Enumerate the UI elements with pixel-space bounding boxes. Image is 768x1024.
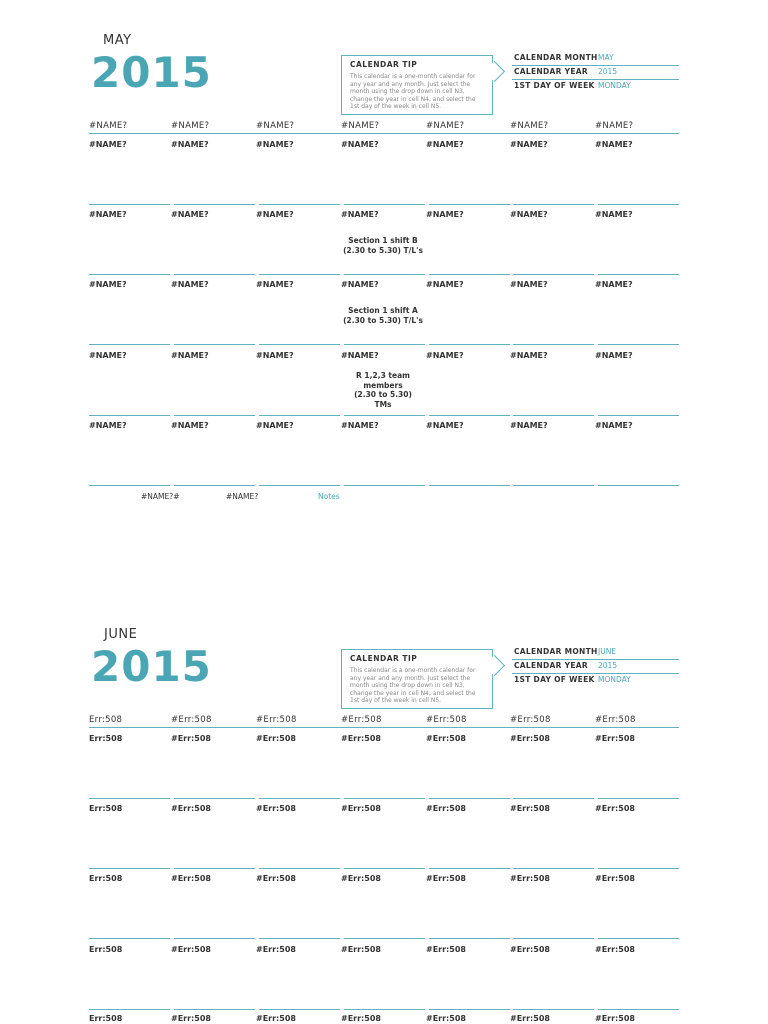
weekday-header: #Err:508 [341, 715, 382, 725]
cell-underline [89, 1009, 170, 1010]
cell-underline [89, 344, 170, 345]
setting-row-year [512, 660, 679, 674]
setting-row-first-day [512, 674, 679, 687]
tip-title: CALENDAR TIP [350, 60, 418, 69]
year-label: 2015 [91, 48, 212, 97]
day-cell[interactable]: #Err:508 [256, 874, 296, 883]
day-cell[interactable]: #NAME? [341, 421, 379, 430]
day-note: R 1,2,3 team members (2.30 to 5.30) TMs [354, 371, 412, 409]
cell-underline [429, 1009, 510, 1010]
day-cell[interactable]: #Err:508 [171, 945, 211, 954]
day-cell[interactable]: #Err:508 [171, 804, 211, 813]
cell-underline [344, 938, 425, 939]
first-day-select[interactable]: MONDAY [598, 675, 631, 684]
tip-body: This calendar is a one-month calendar for any year and any month. Just select the month using the drop down in cell N3, change the year in cell N4, and select the 1st day of the week in cell N5. [350, 667, 476, 704]
cell-underline [513, 415, 594, 416]
day-cell[interactable]: #Err:508 [426, 734, 466, 743]
setting-row-month [512, 52, 679, 66]
day-cell[interactable]: #NAME? [426, 280, 464, 289]
year-label: 2015 [91, 642, 212, 691]
cell-underline [598, 798, 679, 799]
day-cell[interactable]: #NAME? [171, 210, 209, 219]
setting-label: 1ST DAY OF WEEK [514, 81, 595, 90]
day-cell[interactable]: #NAME? [89, 280, 127, 289]
day-cell[interactable]: #Err:508 [595, 874, 635, 883]
day-cell[interactable]: Err:508 [89, 874, 123, 883]
cell-underline [259, 415, 340, 416]
day-cell[interactable]: #NAME? [256, 280, 294, 289]
day-cell[interactable]: #Err:508 [426, 874, 466, 883]
cell-underline [174, 415, 255, 416]
cell-underline [598, 485, 679, 486]
cell-underline [89, 204, 170, 205]
cell-underline [344, 868, 425, 869]
day-cell[interactable]: #NAME? [595, 280, 633, 289]
day-cell[interactable]: #Err:508 [171, 734, 211, 743]
day-cell[interactable]: Err:508 [89, 945, 123, 954]
weekday-header: #NAME? [256, 121, 295, 131]
day-cell[interactable]: #NAME? [510, 280, 548, 289]
header-divider [89, 133, 679, 134]
day-cell[interactable]: #NAME? [341, 351, 379, 360]
day-cell[interactable]: #NAME? [171, 351, 209, 360]
cell-underline [259, 868, 340, 869]
cell-underline [89, 485, 170, 486]
cell-underline [344, 344, 425, 345]
day-cell[interactable]: #Err:508 [510, 1014, 550, 1023]
weekday-header: #Err:508 [256, 715, 297, 725]
day-cell[interactable]: #Err:508 [595, 804, 635, 813]
day-cell[interactable]: #NAME? [89, 210, 127, 219]
weekday-header: #NAME? [341, 121, 380, 131]
day-cell[interactable]: Err:508 [89, 804, 123, 813]
year-input[interactable]: 2015 [598, 67, 618, 76]
day-cell[interactable]: #Err:508 [510, 945, 550, 954]
day-cell[interactable]: Err:508 [89, 1014, 123, 1023]
day-cell[interactable]: #NAME? [341, 280, 379, 289]
day-cell[interactable]: #Err:508 [256, 734, 296, 743]
day-cell[interactable]: #NAME? [171, 421, 209, 430]
day-cell[interactable]: #Err:508 [426, 1014, 466, 1023]
day-cell[interactable]: #NAME? [426, 210, 464, 219]
cell-underline [513, 868, 594, 869]
cell-underline [344, 798, 425, 799]
weekday-header: #NAME? [171, 121, 210, 131]
cell-underline [259, 485, 340, 486]
day-cell[interactable]: #Err:508 [171, 874, 211, 883]
cell-underline [598, 415, 679, 416]
setting-label: CALENDAR YEAR [514, 67, 588, 76]
setting-label: 1ST DAY OF WEEK [514, 675, 595, 684]
cell-underline [598, 1009, 679, 1010]
calendar-tip-box [341, 55, 493, 115]
cell-underline [429, 415, 510, 416]
day-cell[interactable]: #NAME? [256, 421, 294, 430]
cell-underline [259, 204, 340, 205]
weekday-header: #Err:508 [171, 715, 212, 725]
cell-underline [174, 344, 255, 345]
day-cell[interactable]: #NAME? [426, 140, 464, 149]
day-cell[interactable]: #Err:508 [510, 804, 550, 813]
day-cell[interactable]: #NAME? [510, 140, 548, 149]
cell-underline [598, 204, 679, 205]
day-cell[interactable]: #NAME? [256, 210, 294, 219]
day-cell[interactable]: #Err:508 [341, 1014, 381, 1023]
cell-underline [89, 938, 170, 939]
year-input[interactable]: 2015 [598, 661, 618, 670]
calendar-tip-box [341, 649, 493, 709]
cell-underline [344, 415, 425, 416]
day-cell[interactable]: #NAME? [595, 351, 633, 360]
cell-underline [513, 204, 594, 205]
day-cell[interactable]: #Err:508 [341, 804, 381, 813]
cell-underline [174, 798, 255, 799]
cell-underline [429, 868, 510, 869]
cell-underline [259, 274, 340, 275]
day-cell[interactable]: #Err:508 [426, 804, 466, 813]
day-cell[interactable]: #Err:508 [595, 945, 635, 954]
day-cell[interactable]: #Err:508 [341, 874, 381, 883]
day-cell[interactable]: #NAME? [510, 421, 548, 430]
header-divider [89, 727, 679, 728]
day-cell[interactable]: #Err:508 [171, 1014, 211, 1023]
cell-underline [259, 938, 340, 939]
day-cell[interactable]: #Err:508 [426, 945, 466, 954]
calendar-settings [512, 52, 679, 93]
cell-underline [174, 868, 255, 869]
day-cell[interactable]: #NAME? [595, 421, 633, 430]
cell-underline [598, 274, 679, 275]
cell-underline [89, 798, 170, 799]
day-cell[interactable]: #NAME? [510, 210, 548, 219]
day-cell[interactable]: #NAME? [256, 351, 294, 360]
day-cell[interactable]: #NAME? [510, 351, 548, 360]
cell-underline [513, 274, 594, 275]
cell-underline [89, 415, 170, 416]
day-cell[interactable]: #Err:508 [256, 945, 296, 954]
june-calendar [0, 594, 768, 1024]
day-cell[interactable]: #NAME? [595, 140, 633, 149]
month-select[interactable]: MAY [598, 53, 614, 62]
day-cell[interactable]: #NAME? [595, 210, 633, 219]
cell-underline [344, 1009, 425, 1010]
day-cell[interactable]: #Err:508 [341, 945, 381, 954]
day-cell[interactable]: #Err:508 [510, 874, 550, 883]
cell-underline [598, 938, 679, 939]
weekday-header: #Err:508 [510, 715, 551, 725]
cell-underline [259, 1009, 340, 1010]
weekday-header: #Err:508 [595, 715, 636, 725]
month-select[interactable]: JUNE [598, 647, 617, 656]
cell-underline [174, 485, 255, 486]
cell-underline [174, 938, 255, 939]
weekday-header: #NAME? [510, 121, 549, 131]
tip-body: This calendar is a one-month calendar for any year and any month. Just select the month using the drop down in cell N3, change the year in cell N4, and select the 1st day of the week in cell N5. [350, 73, 476, 110]
cell-underline [429, 485, 510, 486]
cell-underline [429, 798, 510, 799]
setting-row-year [512, 66, 679, 80]
day-cell[interactable]: #NAME? [171, 140, 209, 149]
tip-title: CALENDAR TIP [350, 654, 418, 663]
first-day-select[interactable]: MONDAY [598, 81, 631, 90]
setting-row-first-day [512, 80, 679, 93]
day-cell[interactable]: #Err:508 [256, 1014, 296, 1023]
weekday-header: #NAME? [89, 121, 128, 131]
day-cell[interactable]: #NAME? [256, 140, 294, 149]
day-cell[interactable]: #Err:508 [595, 734, 635, 743]
cell-underline [513, 344, 594, 345]
weekday-header: #Err:508 [426, 715, 467, 725]
cell-underline [259, 344, 340, 345]
day-cell[interactable]: #Err:508 [595, 1014, 635, 1023]
cell-underline [513, 1009, 594, 1010]
month-label: JUNE [104, 627, 138, 642]
cell-underline [89, 868, 170, 869]
day-cell[interactable]: #NAME? [341, 140, 379, 149]
notes-link[interactable]: Notes [318, 492, 340, 501]
cell-underline [174, 1009, 255, 1010]
cell-underline [429, 344, 510, 345]
setting-row-month [512, 646, 679, 660]
cell-underline [344, 274, 425, 275]
cell-underline [174, 274, 255, 275]
cell-underline [259, 798, 340, 799]
day-cell[interactable]: #NAME? [426, 351, 464, 360]
setting-label: CALENDAR MONTH [514, 53, 598, 62]
day-cell[interactable]: #NAME? [89, 421, 127, 430]
month-label: MAY [103, 33, 132, 48]
day-cell[interactable]: Err:508 [89, 734, 123, 743]
cell-underline [344, 485, 425, 486]
cell-underline [344, 204, 425, 205]
cell-underline [513, 938, 594, 939]
day-cell[interactable]: #NAME? [426, 421, 464, 430]
cell-underline [174, 204, 255, 205]
day-cell[interactable]: #Err:508 [256, 804, 296, 813]
day-cell[interactable]: #NAME? [89, 351, 127, 360]
cell-underline [598, 344, 679, 345]
cell-underline [598, 868, 679, 869]
cell-underline [429, 274, 510, 275]
day-cell[interactable]: #Err:508 [510, 734, 550, 743]
footer-cell: #NAME?# [141, 492, 180, 501]
cell-underline [513, 798, 594, 799]
cell-underline [429, 938, 510, 939]
cell-underline [513, 485, 594, 486]
day-note: Section 1 shift B (2.30 to 5.30) T/L's [343, 236, 423, 255]
day-cell[interactable]: #NAME? [341, 210, 379, 219]
day-cell[interactable]: #NAME? [171, 280, 209, 289]
weekday-header: #NAME? [426, 121, 465, 131]
weekday-header: Err:508 [89, 715, 123, 725]
day-cell[interactable]: #Err:508 [341, 734, 381, 743]
setting-label: CALENDAR YEAR [514, 661, 588, 670]
calendar-settings [512, 646, 679, 687]
day-note: Section 1 shift A (2.30 to 5.30) T/L's [343, 306, 423, 325]
day-cell[interactable]: #NAME? [89, 140, 127, 149]
cell-underline [89, 274, 170, 275]
footer-cell: #NAME? [226, 492, 259, 501]
weekday-header: #NAME? [595, 121, 634, 131]
setting-label: CALENDAR MONTH [514, 647, 598, 656]
cell-underline [429, 204, 510, 205]
